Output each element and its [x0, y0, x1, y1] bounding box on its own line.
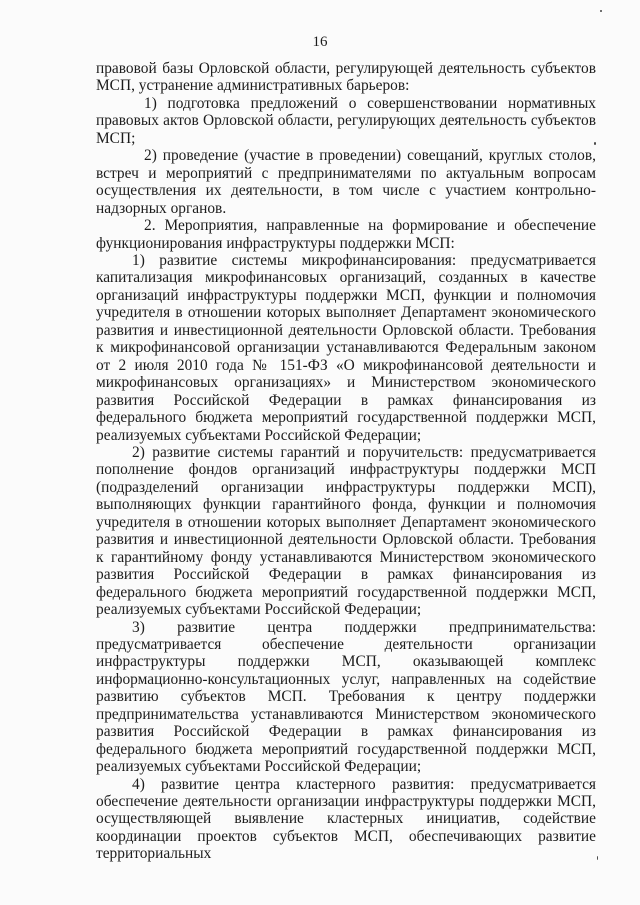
paragraph-microfinance: 1) развитие системы микрофинансирования: предусматривается капитализация микрофинансовых организаций, созданных в качестве организаций инфраструктуры поддержки МСП, функции и полномочия учредителя в отношении которых выполняет Департамент экономического развития и инвестиционной деятельности Орловской области. Требования к микрофинансовой организации устанавливаются Федеральным законом от 2 июля 2010 года № 151-ФЗ «О микрофинансовой деятельности и микрофинансовых организациях» и Министерством экономического развития Российской Федерации в рамках финансирования из федерального бюджета мероприятий государственной поддержки МСП, реализуемых субъектами Российской Федерации;	[96, 251, 596, 444]
paragraph-continuation: правовой базы Орловской области, регулирующей деятельность субъектов МСП, устранение административных барьеров:	[96, 60, 596, 95]
paragraph-guarantees: 2) развитие системы гарантий и поручительств: предусматривается пополнение фондов организаций инфраструктуры поддержки МСП (подразделений организации инфраструктуры поддержки МСП), выполняющих функции гарантийного фонда, функции и полномочия учредителя в отношении которых выполняет Департамент экономического развития и инвестиционной деятельности Орловской области. Требования к гарантийному фонду устанавливаются Министерством экономического развития Российской Федерации в рамках финансирования из федерального бюджета мероприятий государственной поддержки МСП, реализуемых субъектами Российской Федерации;	[96, 443, 596, 619]
paragraph-item-2: 2) проведение (участие в проведении) совещаний, круглых столов, встреч и мероприятий с предпринимателями по актуальным вопросам осуществления их деятельности, в том числе с участием контрольно-надзорных органов.	[96, 147, 596, 217]
paragraph-section-2-heading: 2. Мероприятия, направленные на формирование и обеспечение функционирования инфраструктуры поддержки МСП:	[96, 217, 596, 252]
document-body	[96, 60, 596, 863]
scan-speck	[594, 142, 596, 145]
paragraph-business-support-center: 3) развитие центра поддержки предпринимательства: предусматривается обеспечение деятельности организации инфраструктуры поддержки МСП, оказывающей комплекс информационно-консультационных услуг, направленных на содействие развитию субъектов МСП. Требования к центру поддержки предпринимательства устанавливаются Министерством экономического развития Российской Федерации в рамках финансирования из федерального бюджета мероприятий государственной поддержки МСП, реализуемых субъектами Российской Федерации;	[96, 618, 596, 776]
scan-speck	[597, 856, 598, 860]
page-number: 16	[312, 34, 328, 50]
paragraph-cluster-center: 4) развитие центра кластерного развития: предусматривается обеспечение деятельности организации инфраструктуры поддержки МСП, осуществляющей выявление кластерных инициатив, содействие координации проектов субъектов МСП, обеспечивающих развитие территориальных	[96, 775, 596, 863]
paragraph-item-1: 1) подготовка предложений о совершенствовании нормативных правовых актов Орловской области, регулирующих деятельность субъектов МСП;	[96, 94, 596, 147]
scan-speck	[600, 10, 602, 12]
